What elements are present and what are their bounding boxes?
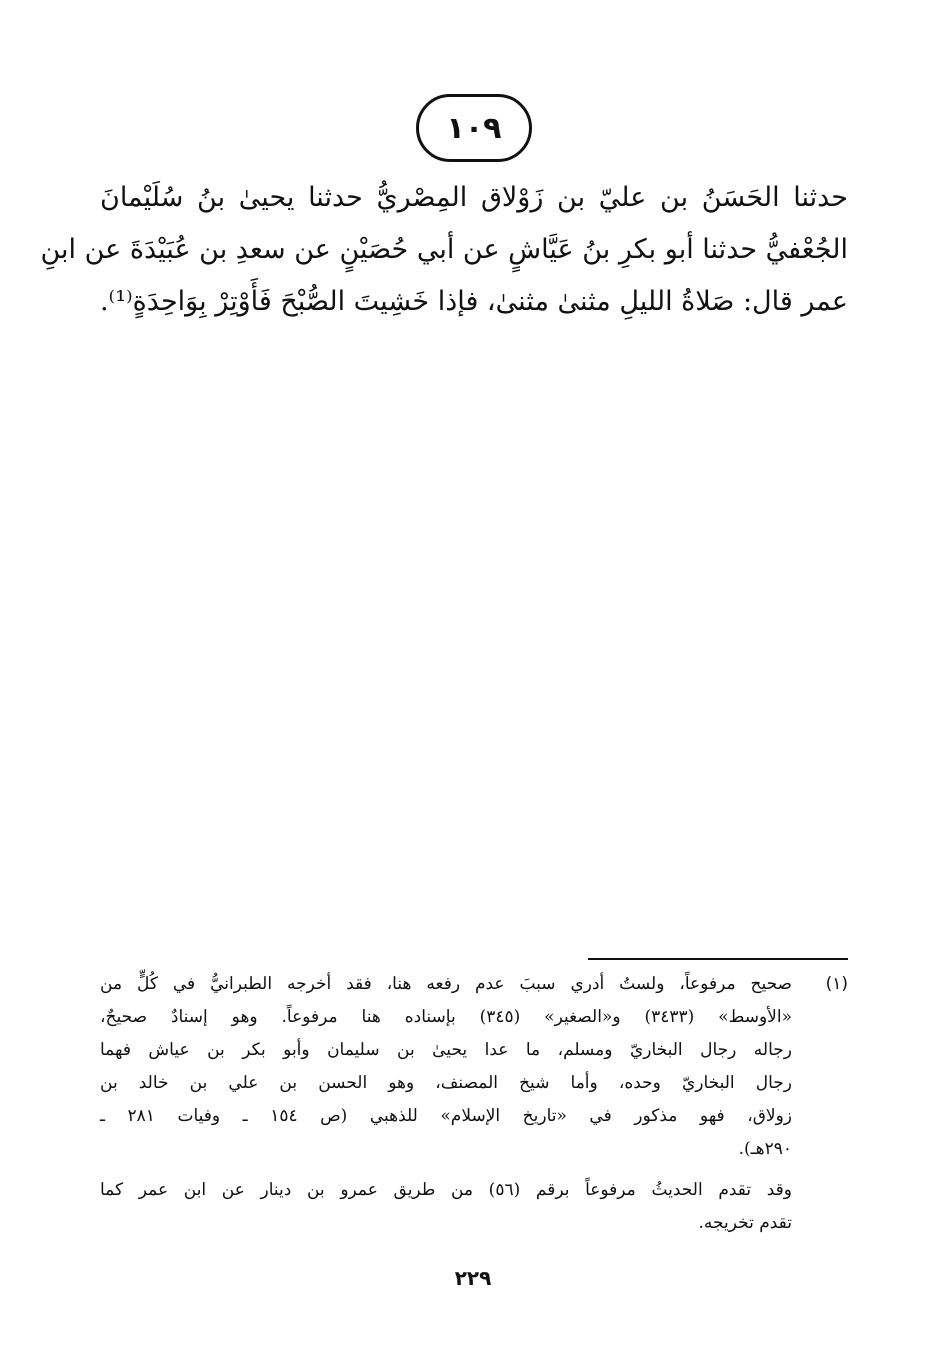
footnote-line: رجال البخاريّ وحده، وأما شيخ المصنف، وهو الحسن بن علي بن خالد بن — [100, 1073, 792, 1093]
footnote-note-line: وقد تقدم الحديثُ مرفوعاً برقم (٥٦) من طريق عمرو بن دينار عن ابن عمر كما — [100, 1180, 792, 1200]
footnotes — [100, 968, 848, 1240]
footnote-line: زولاق، فهو مذكور في «تاريخ الإسلام» للذهبي (ص ١٥٤ ـ وفيات ٢٨١ ـ — [100, 1106, 792, 1126]
hadith-text-line: حدثنا الحَسَنُ بن عليّ بن زَوْلاق المِصْريُّ حدثنا يحيىٰ بنُ سُلَيْمانَ — [100, 182, 848, 213]
footnote-note-line: تقدم تخريجه. — [698, 1213, 792, 1233]
footnote-line: ٢٩٠هـ). — [738, 1139, 792, 1159]
footnote-note — [100, 1174, 792, 1240]
hadith-text — [40, 172, 848, 328]
footnote-line: «الأوسط» (٣٤٣٣) و«الصغير» (٣٤٥) بإسناده هنا مرفوعاً. وهو إسنادٌ صحيحٌ، — [100, 1007, 792, 1027]
footnote-1 — [100, 968, 848, 1240]
footnote-marker: (١) — [825, 974, 848, 994]
hadith-text-line: الجُعْفيُّ حدثنا أبو بكرِ بنُ عَيَّاشٍ عن أبي حُصَيْنٍ عن سعدِ بن عُبَيْدَةَ عن ابنِ — [40, 234, 848, 265]
footnote-line: رجاله رجال البخاريّ ومسلم، ما عدا يحيىٰ بن سليمان وأبو بكر بن عياش فهما — [100, 1040, 792, 1060]
footnote-body — [100, 968, 792, 1240]
hadith-number: ١٠٩ — [446, 110, 502, 146]
page-number: ٢٢٩ — [454, 1266, 492, 1290]
footnote-line: صحيح مرفوعاً، ولستُ أدري سببَ عدم رفعه هنا، فقد أخرجه الطبرانيُّ في كُلٍّ من — [100, 974, 792, 994]
hadith-number-badge — [416, 94, 532, 162]
footnote-separator — [588, 958, 848, 960]
hadith-text-line: عمر قال: صَلاةُ الليلِ مثنىٰ مثنىٰ، فإذا خَشِيتَ الصُّبْحَ فَأَوْتِرْ بِوَاحِدَةٍ⁽¹⁾. — [99, 286, 848, 317]
